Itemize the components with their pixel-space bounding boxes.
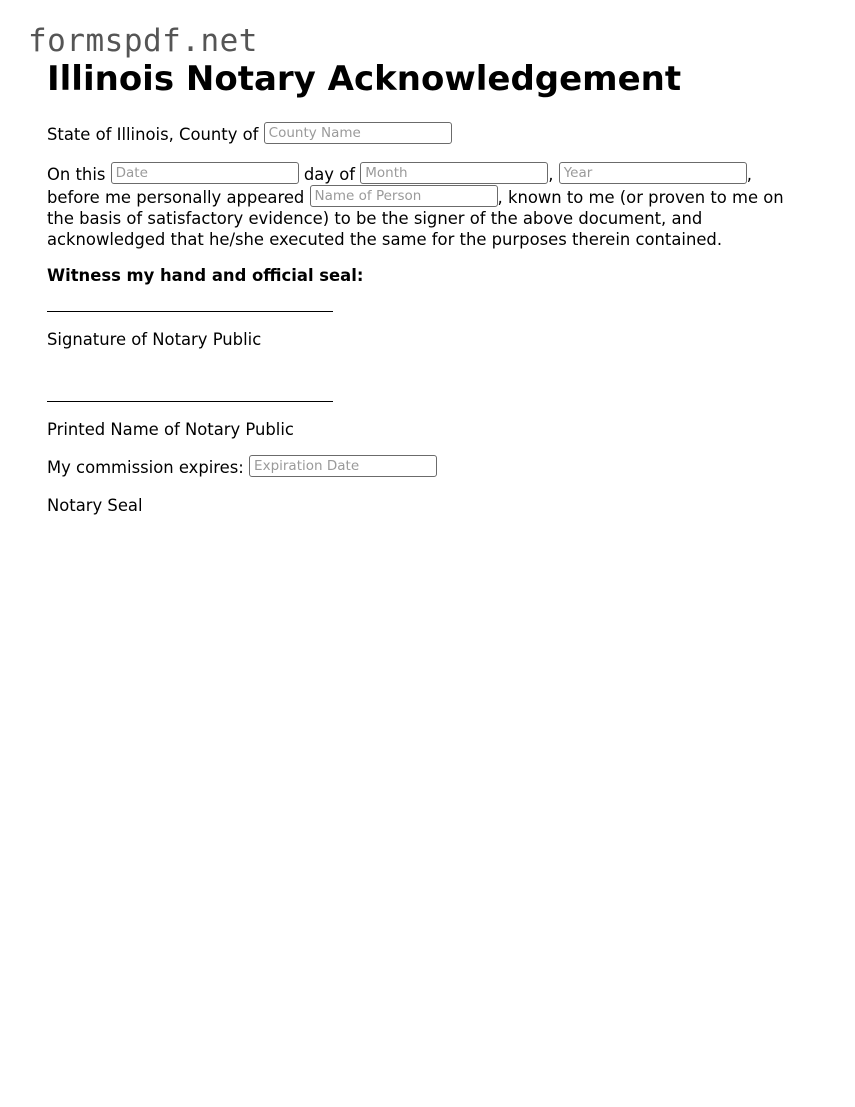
ack-line-2 [47,185,817,208]
printed-name-line [47,401,333,402]
signature-label: Signature of Notary Public [47,330,262,349]
page-title: Illinois Notary Acknowledgement [47,59,682,99]
comma-text: , [548,165,554,184]
witness-heading: Witness my hand and official seal: [47,266,364,285]
acknowledgement-paragraph [47,162,817,250]
day-of-text: day of [303,165,356,184]
county-line [47,122,817,145]
appeared-text: before me personally appeared [47,188,305,207]
county-prefix: State of Illinois, County of [47,125,259,144]
printed-name-label: Printed Name of Notary Public [47,420,294,439]
date-input[interactable]: Date [111,162,299,184]
person-name-input[interactable]: Name of Person [310,185,498,207]
commission-line [47,455,817,478]
on-this-text: On this [47,165,106,184]
ack-line-3: the basis of satisfactory evidence) to be the signer of the above document, and [47,209,703,228]
ack-line-1 [47,162,817,185]
signature-line [47,311,333,312]
county-input[interactable]: County Name [264,122,452,144]
ack-line-4: acknowledged that he/she executed the same for the purposes therein contained. [47,230,723,249]
comma-text: , [746,165,752,184]
month-input[interactable]: Month [360,162,548,184]
expiration-date-input[interactable]: Expiration Date [249,455,437,477]
year-input[interactable]: Year [559,162,747,184]
notary-seal-label: Notary Seal [47,496,143,515]
commission-label: My commission expires: [47,458,244,477]
watermark: formspdf.net [28,23,258,59]
form-body [47,122,817,516]
known-text: , known to me (or proven to me on [497,188,784,207]
